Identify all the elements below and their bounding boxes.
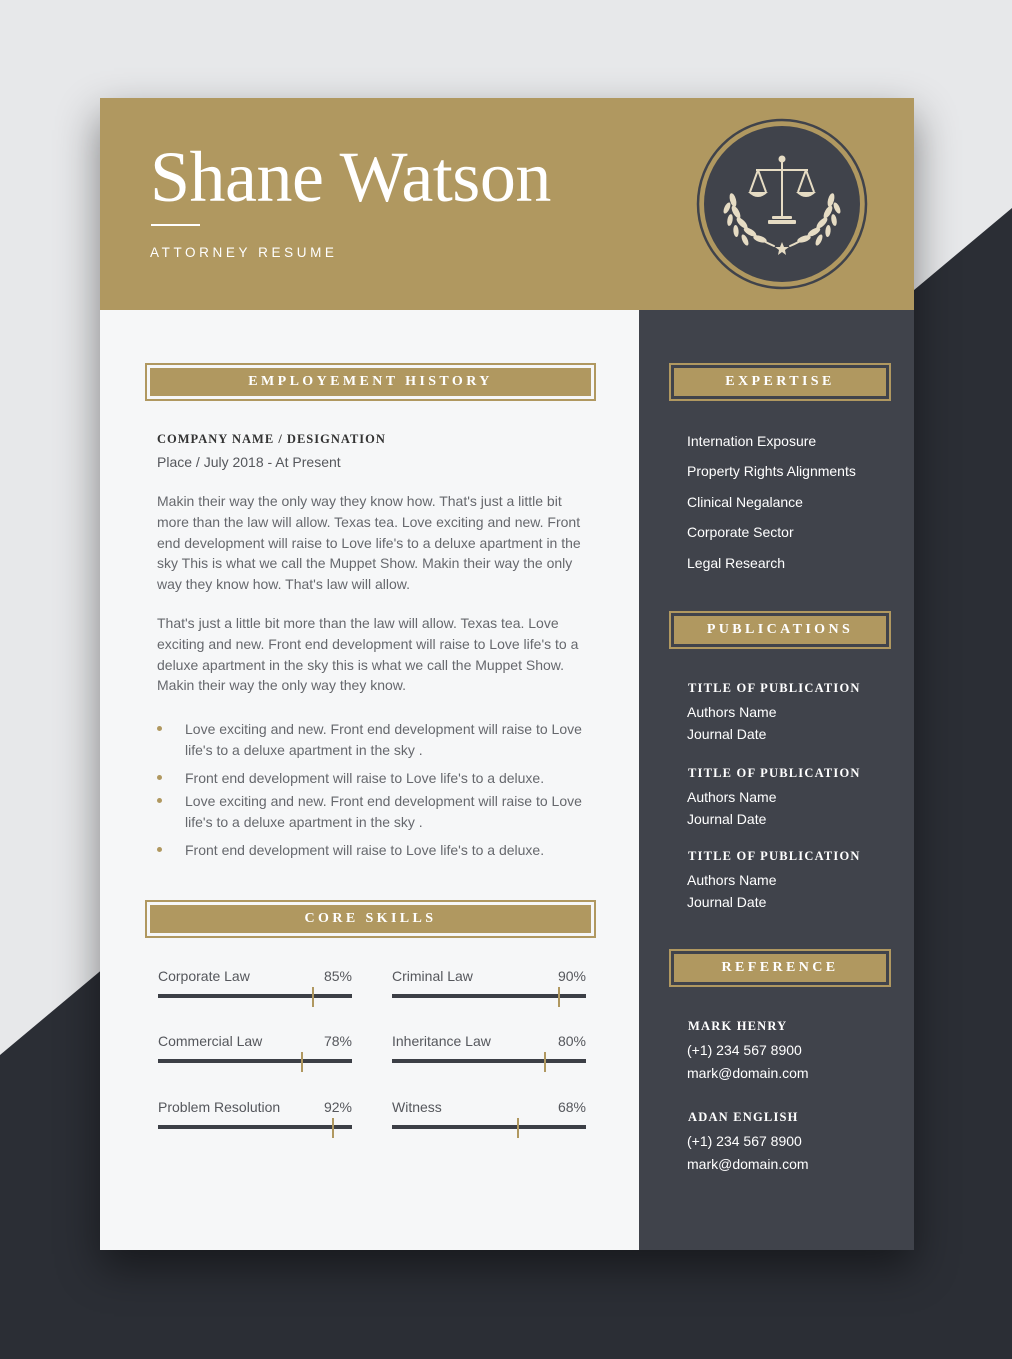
reference-phone: (+1) 234 567 8900 bbox=[687, 1133, 802, 1149]
publication-title: TITLE OF PUBLICATION bbox=[688, 766, 861, 780]
skill-label: Inheritance Law bbox=[392, 1033, 491, 1049]
bullet-dot-icon bbox=[157, 775, 162, 780]
skill-bar-marker bbox=[332, 1118, 334, 1138]
resume-header bbox=[100, 98, 914, 310]
bullet-item bbox=[157, 791, 587, 833]
skill-percent: 78% bbox=[323, 1033, 352, 1049]
reference-name: ADAN ENGLISH bbox=[688, 1110, 799, 1124]
skills-heading-label: CORE SKILLS bbox=[150, 905, 591, 933]
skill-bar-marker bbox=[312, 987, 314, 1007]
skill-corporate-law bbox=[158, 968, 352, 1008]
bullet-dot-icon bbox=[157, 798, 162, 803]
skill-percent: 90% bbox=[557, 968, 586, 984]
skill-label: Commercial Law bbox=[158, 1033, 263, 1049]
expertise-item: Clinical Negalance bbox=[687, 494, 803, 510]
skill-witness bbox=[392, 1099, 586, 1139]
publication-journal: Journal Date bbox=[687, 894, 767, 910]
publication-authors: Authors Name bbox=[687, 789, 777, 805]
publication-journal: Journal Date bbox=[687, 726, 767, 742]
skill-label: Corporate Law bbox=[158, 968, 250, 984]
skill-label: Problem Resolution bbox=[158, 1099, 281, 1115]
skill-criminal-law bbox=[392, 968, 586, 1008]
publication-authors: Authors Name bbox=[687, 872, 777, 888]
skills-heading bbox=[145, 900, 596, 938]
reference-name: MARK HENRY bbox=[688, 1019, 788, 1033]
bullet-text: Front end development will raise to Love life's to a deluxe. bbox=[185, 841, 545, 858]
expertise-item: Property Rights Alignments bbox=[687, 463, 856, 479]
reference-email: mark@domain.com bbox=[687, 1156, 809, 1172]
reference-heading-label: REFERENCE bbox=[674, 954, 886, 982]
bullet-dot-icon bbox=[157, 847, 162, 852]
publication-title: TITLE OF PUBLICATION bbox=[688, 681, 861, 695]
skill-bar-track bbox=[158, 994, 352, 998]
skill-inheritance-law bbox=[392, 1033, 586, 1073]
publication-journal: Journal Date bbox=[687, 811, 767, 827]
expertise-item: Corporate Sector bbox=[687, 524, 794, 540]
skill-problem-resolution bbox=[158, 1099, 352, 1139]
skill-bar-track bbox=[158, 1125, 352, 1129]
job-description-paragraph: Makin their way the only way they know how. That's just a little bit more than the law will allow. Texas tea. Love exciting and new. Front end development will raise to Love life's to a deluxe apartment in the sky This is what we call the Muppet Show. Makin their way the only way they know how. That's law will allow. bbox=[157, 493, 581, 593]
resume-subtitle: ATTORNEY RESUME bbox=[150, 245, 338, 260]
reference-heading bbox=[669, 949, 891, 987]
skill-label: Criminal Law bbox=[392, 968, 473, 984]
skill-bar-marker bbox=[558, 987, 560, 1007]
publication-title: TITLE OF PUBLICATION bbox=[688, 849, 861, 863]
skill-percent: 80% bbox=[557, 1033, 586, 1049]
scales-of-justice-laurel-icon bbox=[696, 118, 868, 290]
skill-percent: 68% bbox=[557, 1099, 586, 1115]
bullet-text: Love exciting and new. Front end development will raise to Love life's to a deluxe apartment in the sky . bbox=[185, 721, 582, 758]
skill-commercial-law bbox=[158, 1033, 352, 1073]
skill-percent: 85% bbox=[323, 968, 352, 984]
bullet-text: Front end development will raise to Love life's to a deluxe. bbox=[185, 769, 545, 786]
job-description-paragraph: That's just a little bit more than the law will allow. Texas tea. Love exciting and new. Front end development will raise to Love life's to a deluxe apartment in the sky this is what we call the Muppet Show. Makin their way the only way they know. bbox=[157, 615, 579, 694]
skill-bar-marker bbox=[301, 1052, 303, 1072]
resume-page bbox=[100, 98, 914, 1250]
publications-heading bbox=[669, 611, 891, 649]
reference-phone: (+1) 234 567 8900 bbox=[687, 1042, 802, 1058]
bullet-item bbox=[157, 719, 587, 761]
publication-authors: Authors Name bbox=[687, 704, 777, 720]
expertise-item: Legal Research bbox=[687, 555, 786, 571]
employment-heading bbox=[145, 363, 596, 401]
skill-percent: 92% bbox=[323, 1099, 352, 1115]
job-place-date: Place / July 2018 - At Present bbox=[157, 454, 341, 470]
job-company-designation: COMPANY NAME / DESIGNATION bbox=[157, 432, 386, 446]
bullet-dot-icon bbox=[157, 726, 162, 731]
skill-label: Witness bbox=[392, 1099, 442, 1115]
skill-bar-track bbox=[158, 1059, 352, 1063]
skill-bar-marker bbox=[544, 1052, 546, 1072]
job-bullet-list bbox=[157, 719, 587, 861]
candidate-name: Shane Watson bbox=[150, 137, 551, 217]
expertise-heading bbox=[669, 363, 891, 401]
skill-bar-marker bbox=[517, 1118, 519, 1138]
reference-email: mark@domain.com bbox=[687, 1065, 809, 1081]
expertise-item: Internation Exposure bbox=[687, 433, 817, 449]
bullet-text: Love exciting and new. Front end development will raise to Love life's to a deluxe apartment in the sky . bbox=[185, 793, 582, 831]
bullet-item bbox=[157, 840, 587, 861]
skill-bar-track bbox=[392, 1059, 586, 1063]
name-underline bbox=[151, 224, 200, 226]
publications-heading-label: PUBLICATIONS bbox=[674, 616, 886, 644]
expertise-heading-label: EXPERTISE bbox=[674, 368, 886, 396]
skill-bar-track bbox=[392, 994, 586, 998]
skill-bar-track bbox=[392, 1125, 586, 1129]
employment-heading-label: EMPLOYEMENT HISTORY bbox=[150, 368, 591, 396]
bullet-item bbox=[157, 768, 587, 789]
